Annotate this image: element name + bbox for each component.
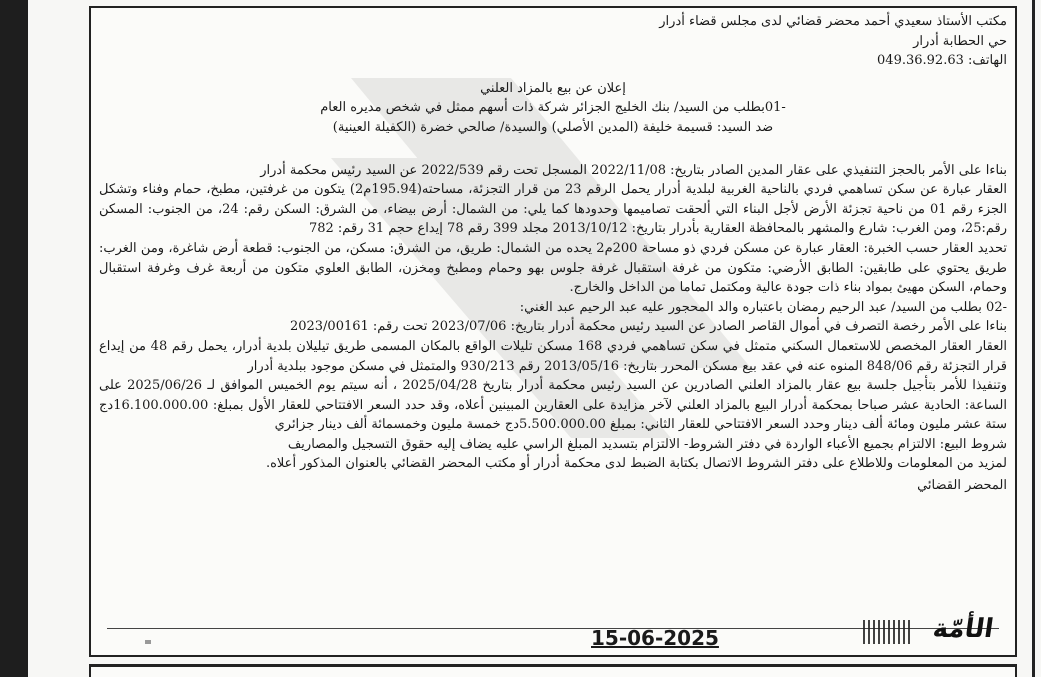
defendant-line: ضد السيد: قسيمة خليفة (المدين الأصلي) والسيدة/ صالحي خضرة (الكفيلة العينية) xyxy=(332,119,774,135)
paragraph-expertise: تحديد العقار حسب الخبرة: العقار عبارة عن مسكن فردي ذو مساحة 200م2 يحده من الشمال: طريق، من الشرق: مسكن، من الجنوب: قطعة أرض شاغرة، ومن الغرب: طريق يحتوي على طابقين: الطابق الأرضي: متكون من غرفة استقبال غرفة جلوس بهو وحمام ومطبخ ومخزن، الطابق العلوي متكون من أربعة غرف وغرفة استقبال وحمام، السكن مهيئ بمواد بناء ذات جودة عالية ومكتمل تماما من الداخل والخارج. xyxy=(99,240,1007,296)
office-name: مكتب الأستاذ سعيدي أحمد محضر قضائي لدى مجلس قضاء أدرار xyxy=(659,14,1007,29)
logo-hatch-icon xyxy=(863,620,911,644)
margin-mark xyxy=(145,640,151,644)
paragraph-property-1: العقار عبارة عن سكن تساهمي فردي بالناحية الغربية لبلدية أدرار يحمل الرقم 23 من قرار التجزئة، مساحته(195.94م2) يتكون من غرفتين، مطبخ، حمام وفناء وتشكل الجزء رقم 01 من ناحية تجزئة الأرض لأجل البناء التي ألحقت تصاميمها وحدودها كما يلي: من الشمال: أرض بيضاء، من الشرق: السكن رقم: 24، من الجنوب: المسكن رقم:25، ومن الغرب: شارع والمشهر بالمحافظة العقارية بأدرار بتاريخ: 2013/10/12 مجلد 399 رقم 78 إيداع حجم 31 رقم: 782 xyxy=(99,182,1008,237)
office-phone: الهاتف: 049.36.92.63 xyxy=(877,53,1007,69)
paragraph-property-2: العقار العقار المخصص للاستعمال السكني متمثل في سكن تساهمي فردي 168 مسكن تليلات الواقع بالمكان المسمى طريق تيليلان بلدية أدرار، يحمل رقم 48 من إيداع قرار التجزئة رقم 848/06 المنوه عنه في عقد بيع مسكن المحرر بتاريخ: 2013/05/16 رقم 930/213 والمتمثل في مسكن موجود ببلدية أدرار xyxy=(99,338,1008,374)
publication-date: 15-06-2025 xyxy=(591,626,719,650)
paragraph-claimant-2: -02 بطلب من السيد/ عبد الرحيم رمضان باعتباره والد المحجور عليه عبد الرحيم عبد الغني: xyxy=(519,299,1007,315)
notice-title: إعلان عن بيع بالمزاد العلني xyxy=(480,80,626,96)
column-divider xyxy=(1032,0,1035,677)
paragraph-contact: لمزيد من المعلومات وللاطلاع على دفتر الشروط الاتصال بكتابة الضبط لدى محكمة أدرار أو مكتب المحضر القضائي بالعنوان المذكور أعلاه. xyxy=(265,456,1007,472)
paragraph-auction-date: وتنفيذا للأمر بتأجيل جلسة بيع عقار بالمزاد العلني الصادرين عن السيد رئيس محكمة أدرار بتاريخ 2025/04/28 ، أنه سيتم يوم الخميس الموافق لـ 2025/06/26 على الساعة: الحادية عشر صباحا بمحكمة أدرار البيع بالمزاد العلني لآخر مزايدة على العقارين المبينين أعلاه، وقد حدد السعر الافتتاحي للعقار الأول بمبلغ: 16.100.000.00دج ستة عشر مليون ومائة ألف دينار وحدد السعر الافتتاحي للعقار الثاني: بمبلغ 5.500.000.00دج خمسة مليون وخمسمائة ألف دينار جزائري xyxy=(99,378,1007,433)
page-edge-left xyxy=(0,0,28,677)
paragraph-sale-terms: شروط البيع: الالتزام بجميع الأعباء الواردة في دفتر الشروط- الالتزام بتسديد المبلغ الراسي عليه يضاف إليه حقوق التسجيل والمصاريف xyxy=(287,436,1007,452)
paragraph-seizure-order: بناءا على الأمر بالحجز التنفيذي على عقار المدين الصادر بتاريخ: 2022/11/08 المسجل تحت رقم 2022/539 عن السيد رئيس محكمة أدرار xyxy=(260,162,1007,178)
paragraph-minor-order: بناءا على الأمر رخصة التصرف في أموال القاصر الصادر عن السيد رئيس محكمة أدرار بتاريخ: 2023/07/06 تحت رقم: 2023/00161 xyxy=(289,319,1007,335)
newspaper-logo-text: الأمّة xyxy=(930,614,996,644)
signer: المحضر القضائي xyxy=(917,478,1007,494)
legal-notice-frame xyxy=(89,6,1017,657)
claimant-line: -01بطلب من السيد/ بنك الخليج الجزائر شركة ذات أسهم ممثل في شخص مديره العام xyxy=(320,100,786,116)
newspaper-logo xyxy=(863,614,996,650)
notice-content xyxy=(99,12,1007,496)
next-notice-frame-edge xyxy=(89,664,1017,677)
office-address: حي الحطابة أدرار xyxy=(913,33,1007,49)
